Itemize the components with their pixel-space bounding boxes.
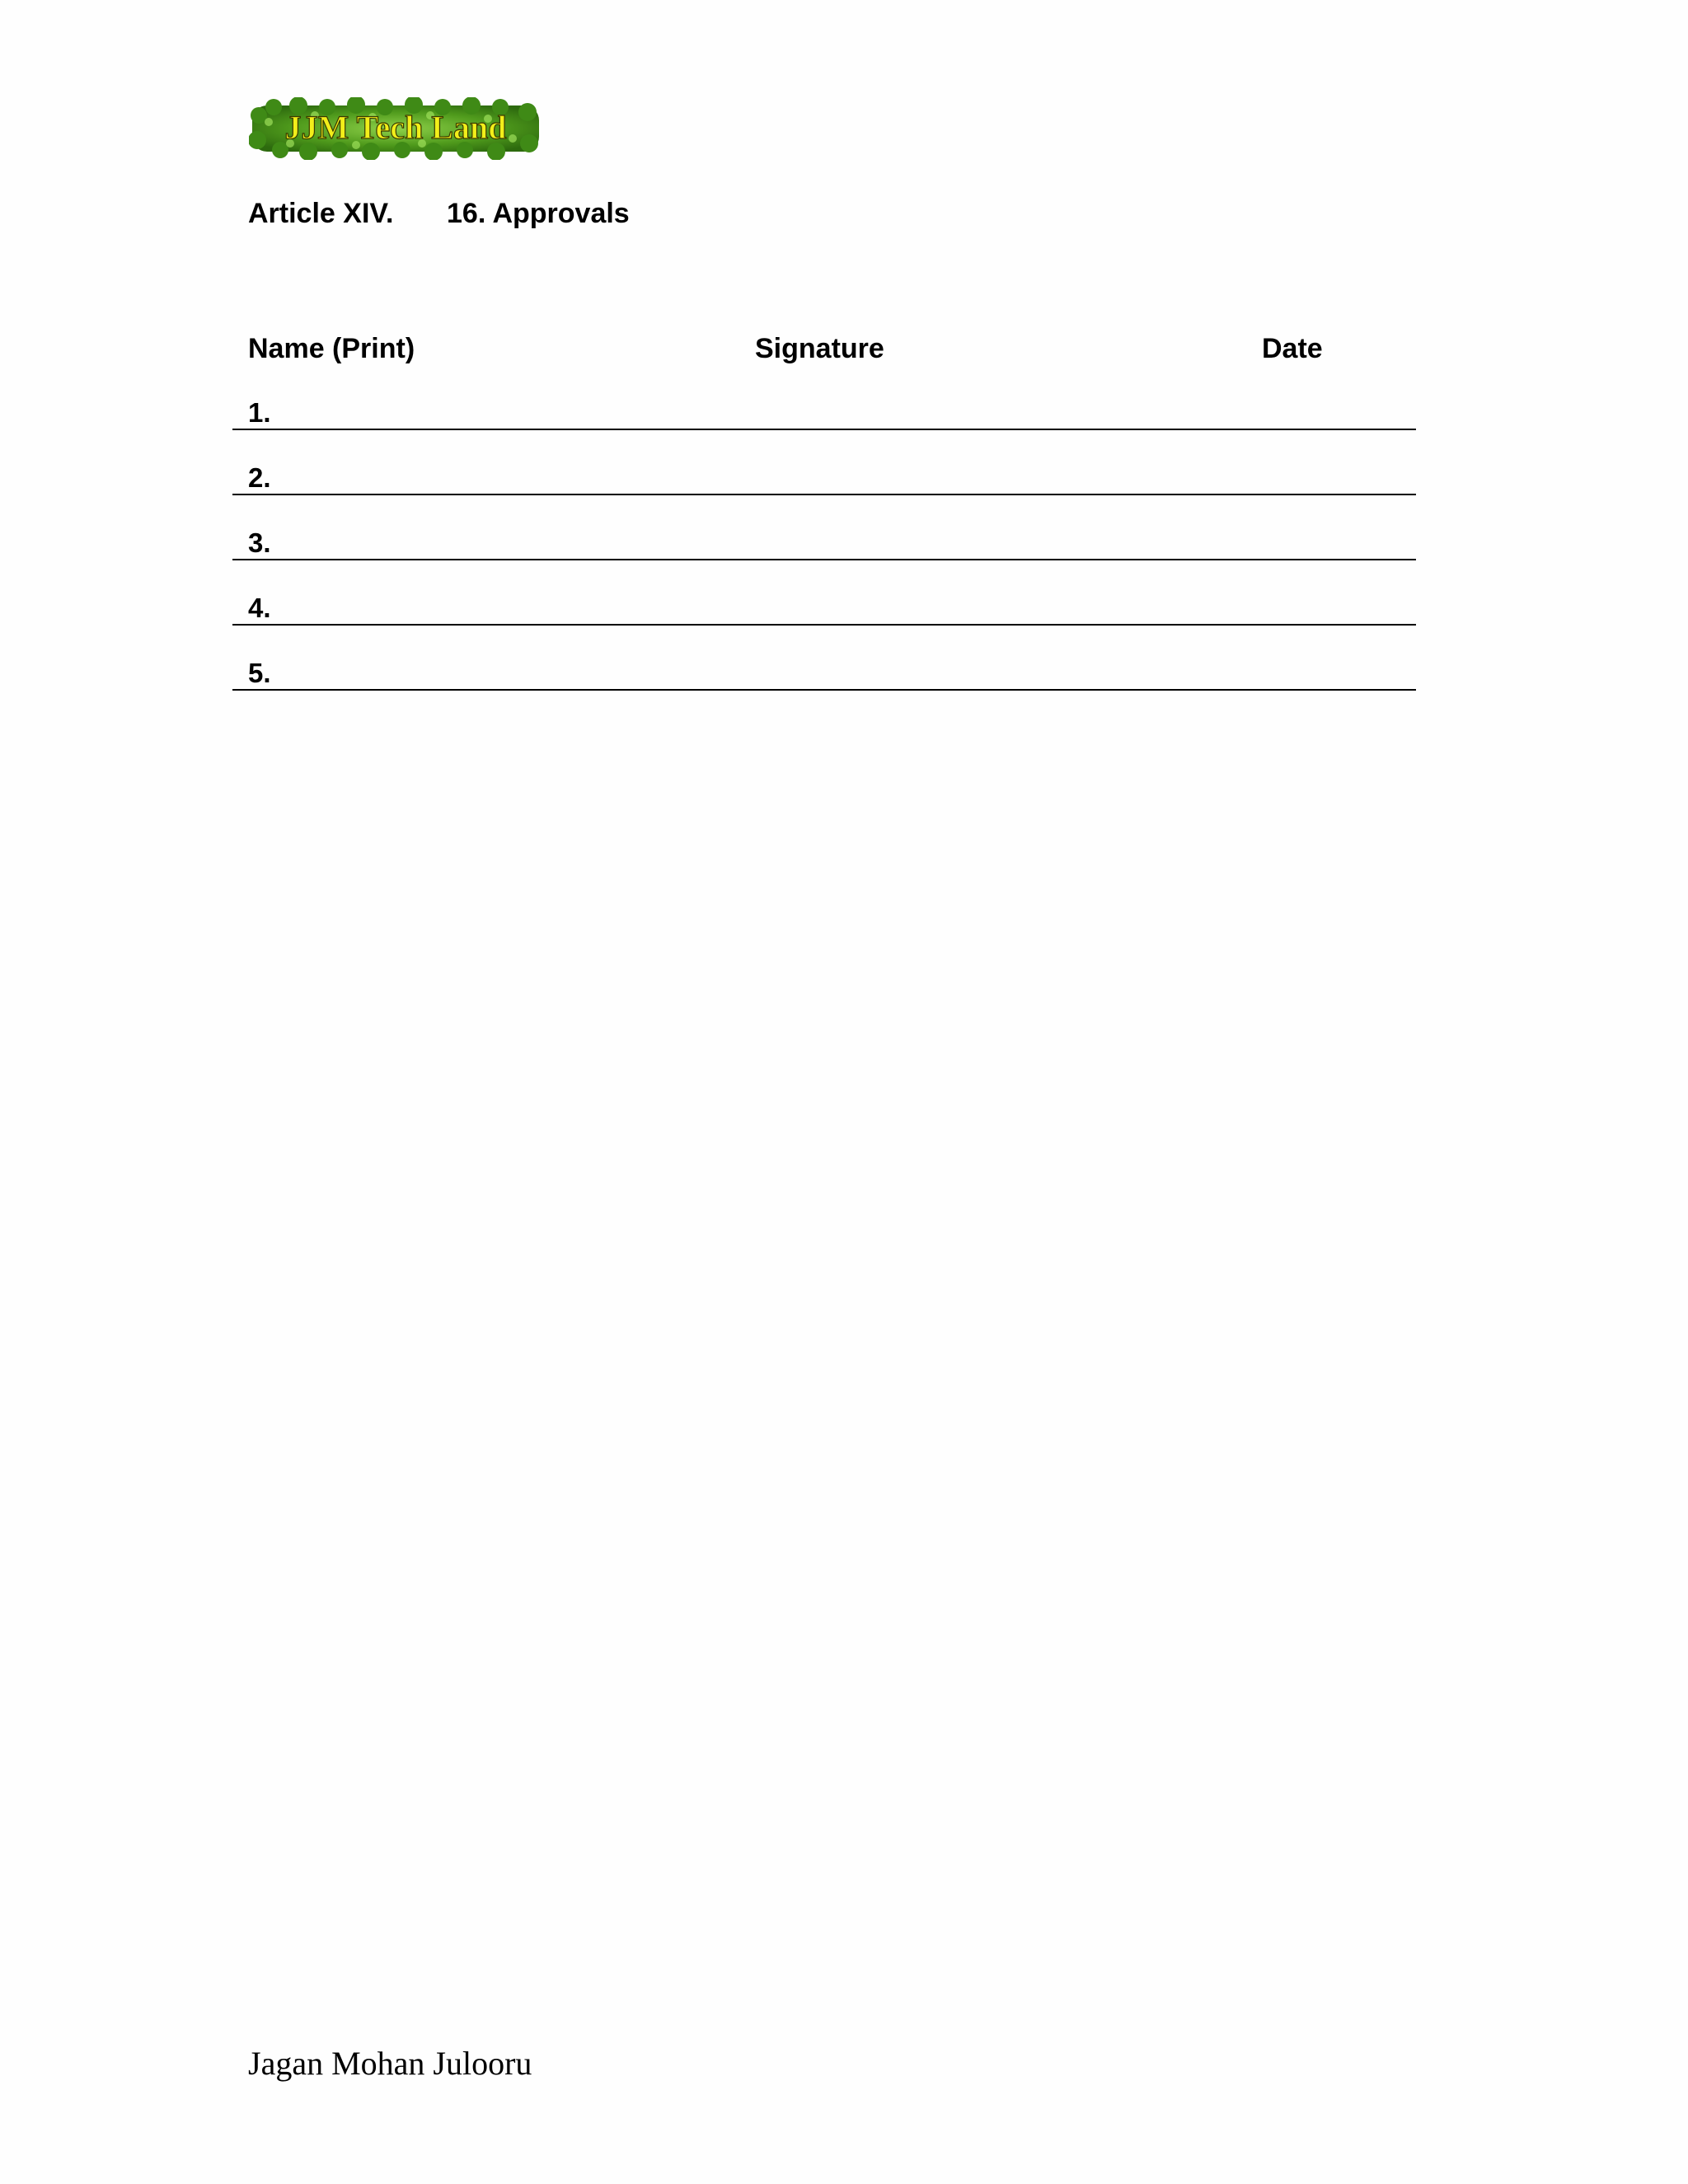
signature-line-5[interactable]: [232, 689, 1416, 691]
column-header-signature: Signature: [755, 333, 884, 364]
section-title: 16. Approvals: [447, 198, 630, 229]
signature-line-1[interactable]: [232, 429, 1416, 430]
company-logo: [249, 97, 542, 160]
row-label-2: 2.: [248, 462, 271, 493]
row-label-5: 5.: [248, 658, 271, 688]
column-header-date: Date: [1262, 333, 1323, 364]
row-label-4: 4.: [248, 593, 271, 623]
row-label-3: 3.: [248, 527, 271, 558]
article-number: Article XIV.: [248, 198, 394, 229]
footer-author: Jagan Mohan Julooru: [248, 2045, 532, 2082]
signature-line-4[interactable]: [232, 624, 1416, 626]
logo-text: JJM Tech Land: [284, 109, 507, 146]
signature-line-3[interactable]: [232, 559, 1416, 560]
column-header-name: Name (Print): [248, 333, 415, 364]
signature-line-2[interactable]: [232, 494, 1416, 495]
row-label-1: 1.: [248, 397, 271, 428]
